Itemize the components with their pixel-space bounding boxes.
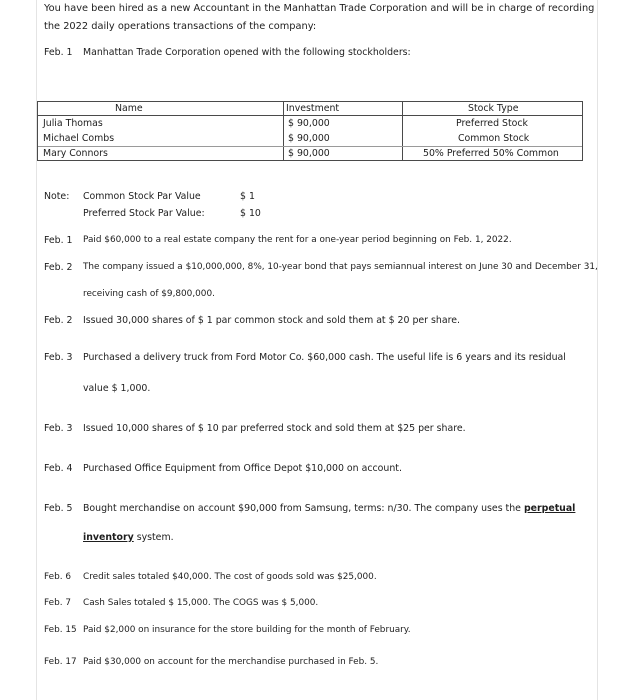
txn-4-text-2: value $ 1,000. [83, 383, 151, 394]
row-1-name: Julia Thomas [43, 118, 103, 129]
txn-3-text: Issued 30,000 shares of $ 1 par common stock and sold them at $ 20 per share. [83, 315, 460, 326]
note-common-value: $ 1 [240, 191, 255, 202]
row-2-investment: $ 90,000 [288, 133, 330, 144]
stockholders-table [37, 101, 583, 161]
txn-4-text-1: Purchased a delivery truck from Ford Motor Co. $60,000 cash. The useful life is 6 years and its residual [83, 352, 566, 363]
perpetual-emphasis: perpetual [523, 503, 576, 514]
row-1-stock-type: Preferred Stock [456, 118, 528, 129]
txn-9-text: Cash Sales totaled $ 15,000. The COGS was $ 5,000. [83, 598, 319, 608]
txn-7-text-2-main: system. [136, 532, 174, 543]
txn-11-date: Feb. 17 [44, 657, 77, 667]
note-label: Note: [44, 191, 70, 202]
row-3-investment: $ 90,000 [288, 148, 330, 159]
txn-3-date: Feb. 2 [44, 315, 73, 326]
txn-2-date: Feb. 2 [44, 262, 73, 273]
txn-4-date: Feb. 3 [44, 352, 73, 363]
row-2-stock-type: Common Stock [458, 133, 530, 144]
txn-7-date: Feb. 5 [44, 503, 73, 514]
txn-7-text-1-main: Bought merchandise on account $90,000 from Samsung, terms: n/30. The company uses the [83, 503, 521, 514]
opening-text: Manhattan Trade Corporation opened with the following stockholders: [83, 47, 411, 58]
row-1-investment: $ 90,000 [288, 118, 330, 129]
inventory-emphasis: inventory [83, 532, 134, 543]
txn-10-text: Paid $2,000 on insurance for the store building for the month of February. [83, 625, 411, 635]
note-preferred-label: Preferred Stock Par Value: [83, 208, 205, 219]
txn-7-text-1 [83, 503, 575, 514]
txn-2-text-1: The company issued a $10,000,000, 8%, 10-year bond that pays semiannual interest on June 30 and December 31, [83, 262, 598, 272]
txn-1-date: Feb. 1 [44, 235, 73, 246]
txn-2-text-2: receiving cash of $9,800,000. [83, 289, 215, 299]
header-name: Name [115, 103, 143, 114]
row-3-stock-type: 50% Preferred 50% Common [423, 148, 559, 159]
row-2-name: Michael Combs [43, 133, 115, 144]
note-preferred-value: $ 10 [240, 208, 261, 219]
txn-6-date: Feb. 4 [44, 463, 73, 474]
txn-1-text: Paid $60,000 to a real estate company the rent for a one-year period beginning on Feb. 1, 2022. [83, 235, 512, 245]
note-common-label: Common Stock Par Value [83, 191, 201, 202]
header-investment: Investment [286, 103, 340, 114]
txn-7-text-2 [83, 532, 174, 543]
txn-6-text: Purchased Office Equipment from Office Depot $10,000 on account. [83, 463, 402, 474]
txn-8-date: Feb. 6 [44, 572, 72, 582]
txn-10-date: Feb. 15 [44, 625, 77, 635]
txn-9-date: Feb. 7 [44, 598, 72, 608]
txn-5-date: Feb. 3 [44, 423, 73, 434]
opening-date: Feb. 1 [44, 47, 73, 58]
intro-line-2: the 2022 daily operations transactions of the company: [44, 21, 317, 32]
txn-11-text: Paid $30,000 on account for the merchandise purchased in Feb. 5. [83, 657, 379, 667]
txn-8-text: Credit sales totaled $40,000. The cost of goods sold was $25,000. [83, 572, 377, 582]
header-stock-type: Stock Type [468, 103, 519, 114]
row-3-name: Mary Connors [43, 148, 108, 159]
txn-5-text: Issued 10,000 shares of $ 10 par preferred stock and sold them at $25 per share. [83, 423, 466, 434]
intro-line-1: You have been hired as a new Accountant in the Manhattan Trade Corporation and will be in charge of recording [44, 3, 595, 14]
